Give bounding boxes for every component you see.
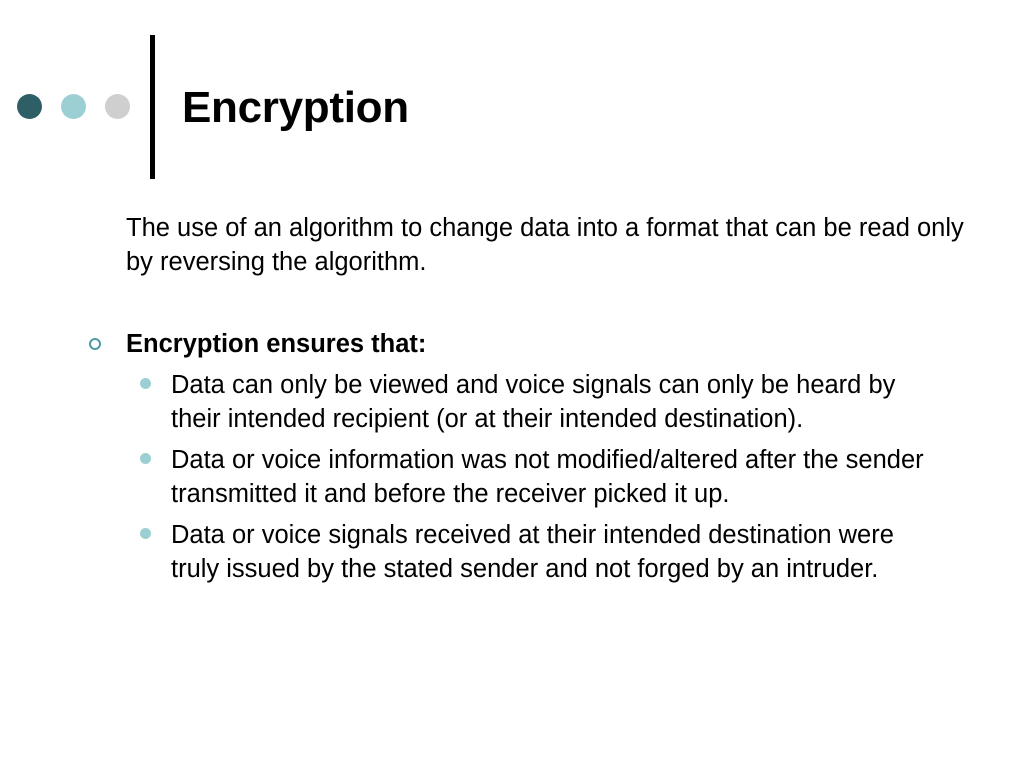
ring-bullet-icon [89, 338, 101, 350]
title-divider [150, 35, 155, 179]
main-bullet-item [126, 327, 986, 586]
main-bullet-list [126, 327, 986, 593]
intro-paragraph: The use of an algorithm to change data into a format that can be read only by reversing the algorithm. [126, 214, 964, 276]
light-teal-dot [61, 94, 86, 119]
slide-title: Encryption [182, 83, 409, 132]
gray-dot [105, 94, 130, 119]
sub-bullet-item [126, 518, 931, 586]
sub-bullet-list [126, 368, 986, 586]
sub-bullet-item [126, 443, 931, 511]
section-heading: Encryption ensures that: [126, 330, 427, 358]
dark-teal-dot [17, 94, 42, 119]
bullet-dot-icon [140, 528, 151, 539]
bullet-dot-icon [140, 453, 151, 464]
decorative-dots [17, 94, 137, 120]
sub-bullet-item [126, 368, 931, 436]
bullet-dot-icon [140, 378, 151, 389]
sub-bullet-text: Data or voice information was not modified/altered after the sender transmitted it and before the receiver picked it up. [171, 446, 924, 508]
sub-bullet-text: Data or voice signals received at their intended destination were truly issued by the stated sender and not forged by an intruder. [171, 521, 894, 583]
sub-bullet-text: Data can only be viewed and voice signals can only be heard by their intended recipient (or at their intended destination). [171, 371, 896, 433]
